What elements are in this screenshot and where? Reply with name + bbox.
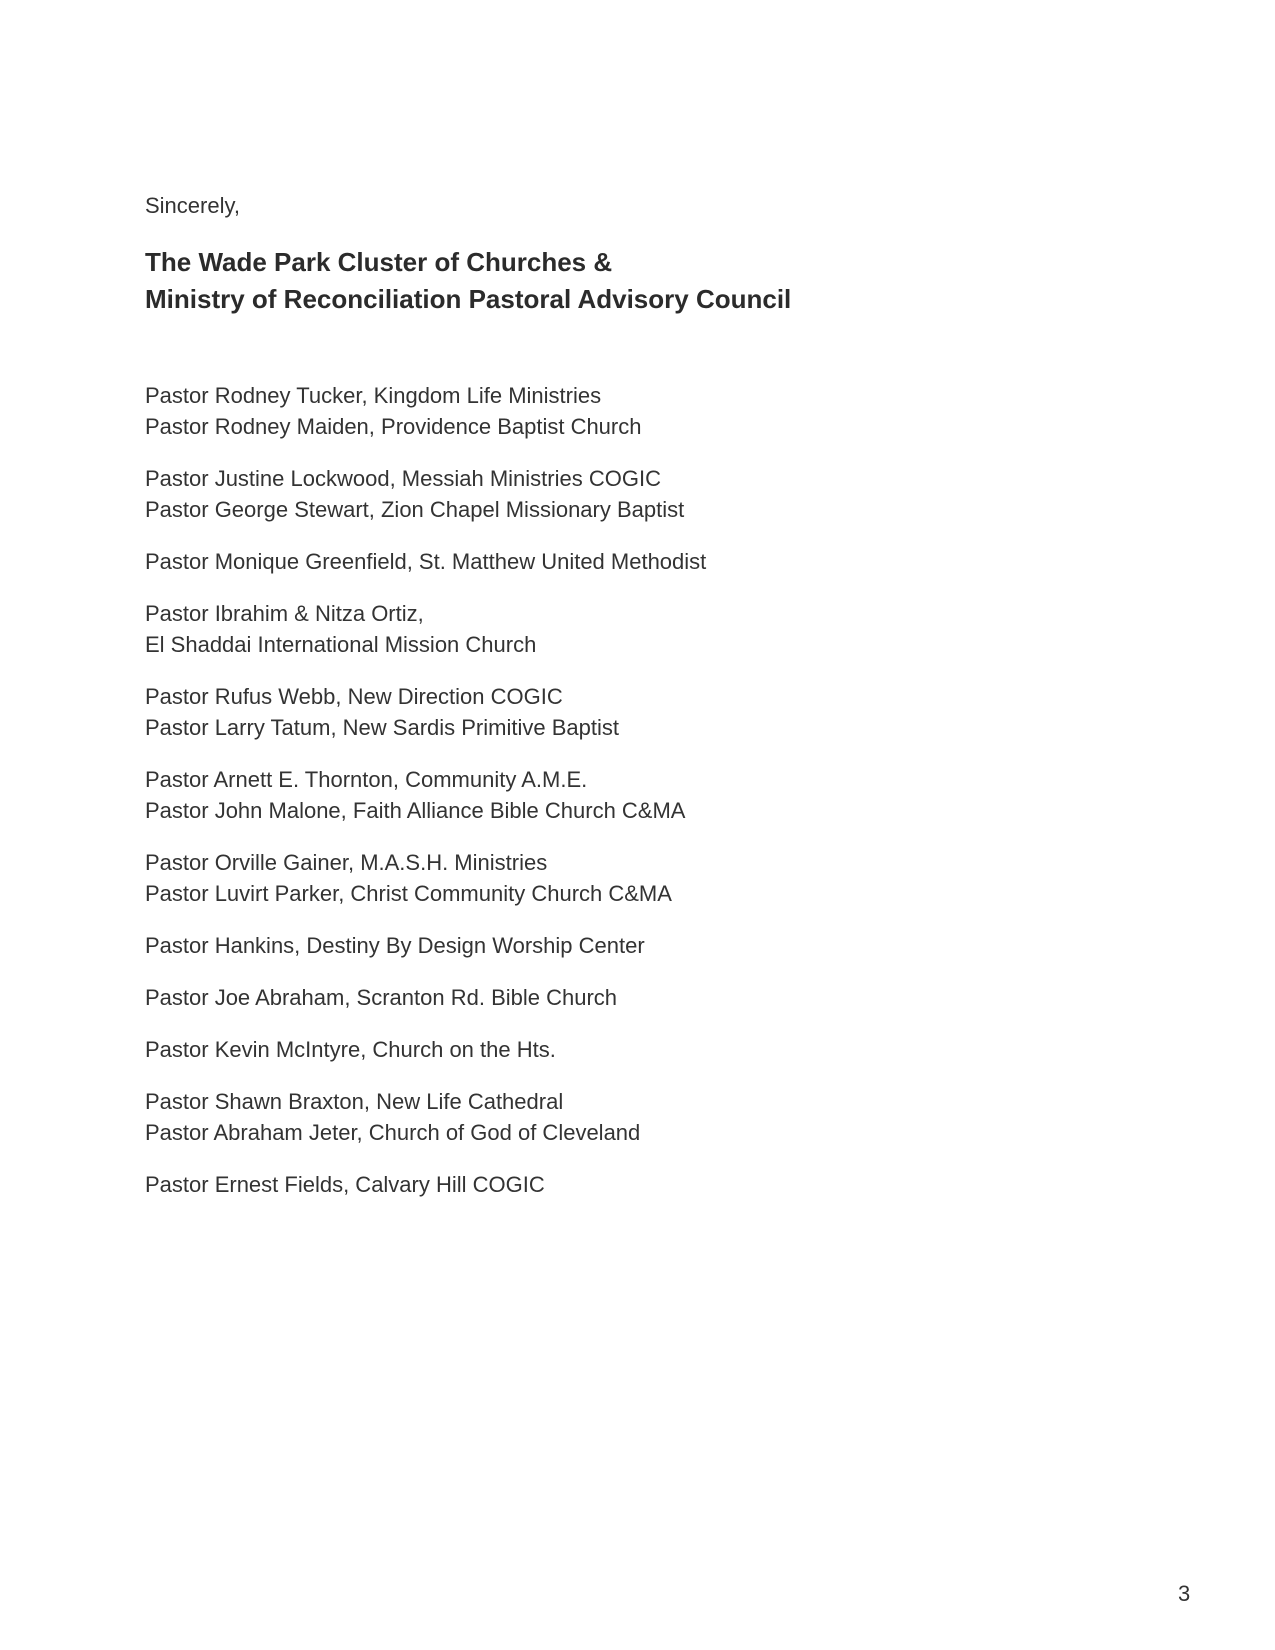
pastor-group	[145, 1169, 1105, 1200]
signature-heading	[145, 244, 1105, 318]
pastor-group	[145, 1086, 1105, 1148]
pastor-line: Pastor Luvirt Parker, Christ Community Church C&MA	[145, 881, 672, 906]
pastor-line: Pastor Justine Lockwood, Messiah Ministries COGIC	[145, 466, 661, 491]
pastor-group	[145, 764, 1105, 826]
pastor-line: Pastor Hankins, Destiny By Design Worship Center	[145, 933, 645, 958]
pastor-line: Pastor Monique Greenfield, St. Matthew United Methodist	[145, 549, 707, 574]
signature-heading-line-2: Ministry of Reconciliation Pastoral Advisory Council	[145, 284, 792, 314]
pastor-group	[145, 1034, 1105, 1065]
pastor-line: Pastor Joe Abraham, Scranton Rd. Bible Church	[145, 985, 618, 1010]
pastor-line: Pastor Arnett E. Thornton, Community A.M.E.	[145, 767, 588, 792]
letter-closing-block	[145, 190, 1105, 1221]
pastor-line: Pastor Shawn Braxton, New Life Cathedral	[145, 1089, 564, 1114]
pastor-list	[145, 380, 1105, 1200]
closing-text: Sincerely,	[145, 193, 240, 218]
pastor-line: Pastor Ibrahim & Nitza Ortiz,	[145, 601, 424, 626]
pastor-line: Pastor Abraham Jeter, Church of God of Cleveland	[145, 1120, 641, 1145]
pastor-line: Pastor Rodney Tucker, Kingdom Life Ministries	[145, 383, 602, 408]
signature-heading-line-1: The Wade Park Cluster of Churches &	[145, 247, 613, 277]
pastor-line: Pastor John Malone, Faith Alliance Bible Church C&MA	[145, 798, 686, 823]
pastor-line: Pastor Kevin McIntyre, Church on the Hts.	[145, 1037, 556, 1062]
pastor-group	[145, 681, 1105, 743]
pastor-group	[145, 546, 1105, 577]
pastor-line: Pastor Rufus Webb, New Direction COGIC	[145, 684, 563, 709]
pastor-line: Pastor Orville Gainer, M.A.S.H. Ministries	[145, 850, 548, 875]
pastor-group	[145, 598, 1105, 660]
pastor-line: Pastor Larry Tatum, New Sardis Primitive Baptist	[145, 715, 619, 740]
pastor-line: Pastor Ernest Fields, Calvary Hill COGIC	[145, 1172, 545, 1197]
pastor-group	[145, 982, 1105, 1013]
pastor-line: Pastor George Stewart, Zion Chapel Missionary Baptist	[145, 497, 685, 522]
page-number: 3	[1178, 1581, 1191, 1606]
pastor-group	[145, 847, 1105, 909]
pastor-group	[145, 380, 1105, 442]
pastor-line: El Shaddai International Mission Church	[145, 632, 537, 657]
pastor-group	[145, 463, 1105, 525]
pastor-group	[145, 930, 1105, 961]
pastor-line: Pastor Rodney Maiden, Providence Baptist Church	[145, 414, 642, 439]
